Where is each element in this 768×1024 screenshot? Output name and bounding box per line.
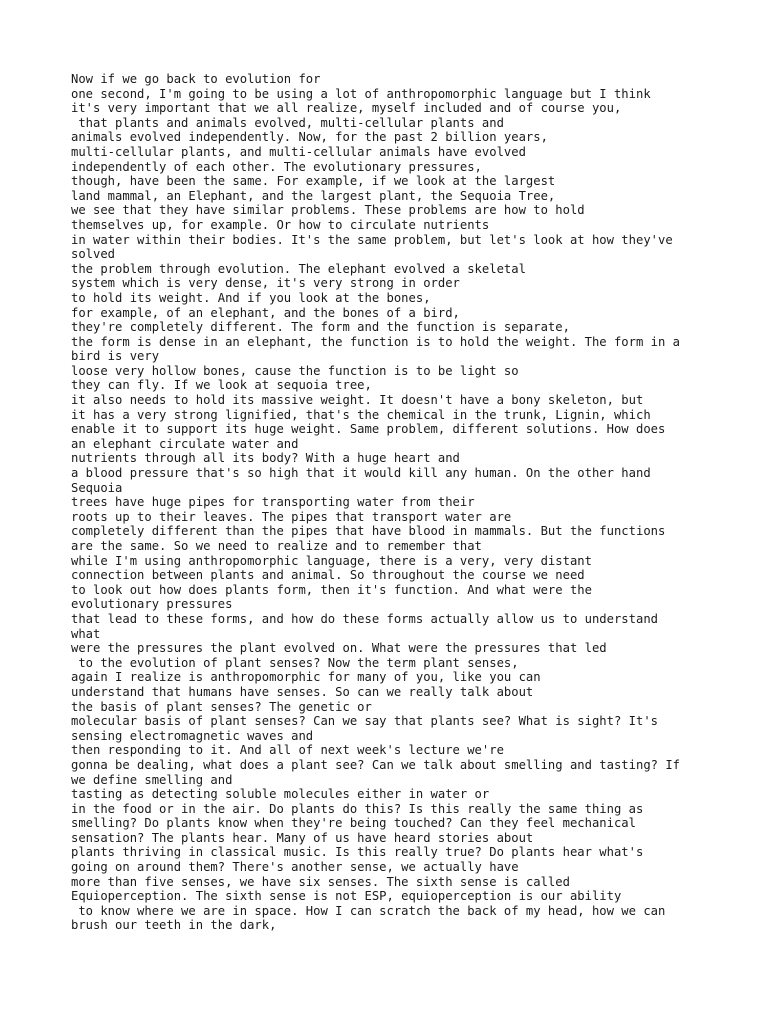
transcript-line: sensation? The plants hear. Many of us have heard stories about [71, 830, 534, 845]
transcript-line: for example, of an elephant, and the bones of a bird, [71, 305, 460, 320]
transcript-line: it has a very strong lignified, that's the chemical in the trunk, Lignin, which [71, 407, 651, 422]
transcript-line: were the pressures the plant evolved on. What were the pressures that led [71, 641, 607, 656]
transcript-line: we define smelling and [71, 772, 233, 787]
transcript-line: to know where we are in space. How I can scratch the back of my head, how we can [71, 903, 666, 918]
transcript-line: the form is dense in an elephant, the function is to hold the weight. The form in a [71, 334, 681, 349]
transcript-line: solved [71, 247, 116, 262]
transcript-line: they're completely different. The form and the function is separate, [71, 320, 570, 335]
transcript-line: animals evolved independently. Now, for the past 2 billion years, [71, 130, 548, 145]
transcript-line: land mammal, an Elephant, and the largest plant, the Sequoia Tree, [71, 188, 556, 203]
transcript-line: are the same. So we need to realize and to remember that [71, 539, 482, 553]
transcript-line: going on around them? There's another sense, we actually have [71, 860, 519, 875]
transcript-line: tasting as detecting soluble molecules either in water or [71, 787, 490, 802]
transcript-line: the problem through evolution. The elephant evolved a skeletal [71, 261, 526, 276]
transcript-line: multi-cellular plants, and multi-cellular animals have evolved [71, 144, 526, 159]
transcript-line: independently of each other. The evolutionary pressures, [71, 159, 482, 174]
transcript-line: to the evolution of plant senses? Now the term plant senses, [71, 655, 519, 670]
transcript-line: smelling? Do plants know when they're being touched? Can they feel mechanical [71, 816, 636, 831]
transcript-line: themselves up, for example. Or how to circulate nutrients [71, 217, 490, 232]
transcript-line: the basis of plant senses? The genetic or [71, 699, 372, 714]
transcript-line: loose very hollow bones, cause the function is to be light so [71, 363, 519, 378]
transcript-line: gonna be dealing, what does a plant see? Can we talk about smelling and tasting? If [71, 757, 681, 772]
transcript-line: more than five senses, we have six senses. The sixth sense is called [71, 874, 570, 889]
transcript-line: to look out how does plants form, then it's function. And what were the [71, 582, 592, 597]
transcript-line: in water within their bodies. It's the same problem, but let's look at how they've [71, 232, 673, 247]
transcript-line: an elephant circulate water and [71, 436, 299, 451]
transcript-line: Sequoia [71, 480, 123, 495]
transcript-line: that lead to these forms, and how do these forms actually allow us to understand [71, 611, 658, 626]
transcript-line: molecular basis of plant senses? Can we say that plants see? What is sight? It's [71, 714, 658, 729]
transcript-line: one second, I'm going to be using a lot of anthropomorphic language but I think [71, 86, 651, 101]
transcript-line: they can fly. If we look at sequoia tree, [71, 378, 372, 393]
transcript-page [71, 72, 761, 933]
transcript-line: a blood pressure that's so high that it would kill any human. On the other hand [71, 466, 651, 481]
transcript-line: to hold its weight. And if you look at the bones, [71, 290, 431, 305]
transcript-line: again I realize is anthropomorphic for many of you, like you can [71, 670, 541, 685]
transcript-line: it's very important that we all realize, myself included and of course you, [71, 101, 622, 116]
transcript-line: while I'm using anthropomorphic language, there is a very, very distant [71, 553, 592, 568]
transcript-line: connection between plants and animal. So throughout the course we need [71, 568, 585, 583]
transcript-line: plants thriving in classical music. Is this really true? Do plants hear what's [71, 845, 644, 860]
transcript-line: evolutionary pressures [71, 597, 233, 612]
transcript-line: brush our teeth in the dark, [71, 918, 277, 933]
transcript-line: sensing electromagnetic waves and [71, 728, 314, 743]
transcript-line: understand that humans have senses. So can we really talk about [71, 684, 534, 699]
transcript-line: trees have huge pipes for transporting water from their [71, 495, 475, 510]
transcript-line: Now if we go back to evolution for [71, 72, 321, 86]
transcript-line: Equioperception. The sixth sense is not ESP, equioperception is our ability [71, 889, 622, 904]
transcript-line: system which is very dense, it's very strong in order [71, 276, 460, 291]
transcript-line: roots up to their leaves. The pipes that transport water are [71, 509, 512, 524]
transcript-line: bird is very [71, 349, 160, 364]
transcript-line: that plants and animals evolved, multi-cellular plants and [71, 115, 504, 130]
transcript-line: completely different than the pipes that have blood in mammals. But the functions [71, 524, 666, 539]
transcript-line: we see that they have similar problems. These problems are how to hold [71, 203, 585, 218]
transcript-line: nutrients through all its body? With a huge heart and [71, 451, 460, 466]
transcript-line: enable it to support its huge weight. Same problem, different solutions. How does [71, 422, 666, 437]
transcript-line: then responding to it. And all of next week's lecture we're [71, 743, 504, 758]
transcript-line: in the food or in the air. Do plants do this? Is this really the same thing as [71, 801, 644, 816]
transcript-line: it also needs to hold its massive weight. It doesn't have a bony skeleton, but [71, 393, 644, 408]
transcript-line: what [71, 626, 101, 641]
transcript-line: though, have been the same. For example, if we look at the largest [71, 174, 556, 189]
